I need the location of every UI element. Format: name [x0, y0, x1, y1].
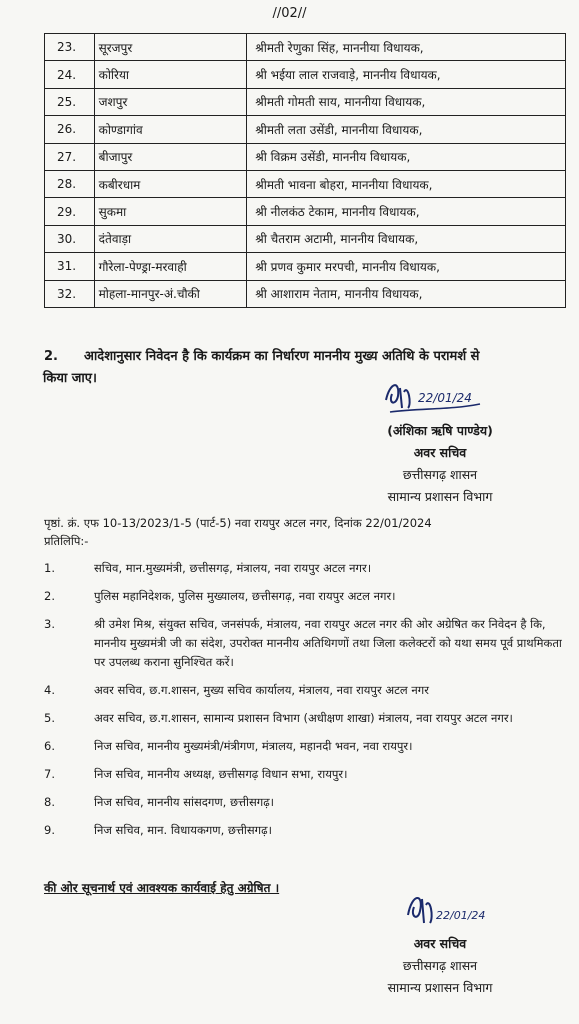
list-item: [44, 615, 564, 672]
item-text: निज सचिव, मान. विधायकगण, छत्तीसगढ़।: [94, 823, 272, 837]
signature-date: 22/01/24: [418, 391, 472, 405]
table-row: [45, 61, 566, 88]
item-text: सचिव, मान.मुख्यमंत्री, छत्तीसगढ़, मंत्रालय, नवा रायपुर अटल नगर।: [94, 561, 372, 575]
item-number: 5.: [44, 711, 55, 725]
row-number: 29.: [45, 198, 95, 225]
item-text: निज सचिव, माननीय मुख्यमंत्री/मंत्रीगण, मंत्रालय, महानदी भवन, नवा रायपुर।: [94, 739, 413, 753]
handwritten-signature-icon: [380, 887, 490, 933]
reference-line: पृष्ठां. क्रं. एफ 10-13/2023/1-5 (पार्ट-5) नवा रायपुर अटल नगर, दिनांक 22/01/2024: [44, 516, 432, 530]
guest-name: श्रीमती रेणुका सिंह, माननीया विधायक,: [247, 34, 566, 61]
item-number: 7.: [44, 767, 55, 781]
table-row: [45, 280, 566, 307]
item-number: 2.: [44, 589, 55, 603]
district-name: सुकमा: [94, 198, 247, 225]
row-number: 32.: [45, 280, 95, 307]
district-name: बीजापुर: [94, 143, 247, 170]
row-number: 28.: [45, 170, 95, 197]
table-row: [45, 116, 566, 143]
page-number: //02//: [272, 6, 307, 21]
item-number: 3.: [44, 617, 55, 631]
copy-label: प्रतिलिपि:-: [44, 534, 89, 548]
district-name: गौरेला-पेण्ड्रा-मरवाही: [94, 253, 247, 280]
guest-name: श्रीमती गोमती साय, माननीया विधायक,: [247, 88, 566, 115]
guest-name: श्री प्रणव कुमार मरपची, माननीय विधायक,: [247, 253, 566, 280]
signature-mark: [340, 372, 540, 420]
handwritten-signature-icon: [380, 374, 490, 420]
guest-name: श्री भईया लाल राजवाड़े, माननीय विधायक,: [247, 61, 566, 88]
item-text: अवर सचिव, छ.ग.शासन, मुख्य सचिव कार्यालय, मंत्रालय, नवा रायपुर अटल नगर: [94, 683, 429, 697]
district-name: दंतेवाड़ा: [94, 225, 247, 252]
list-item: [44, 765, 564, 784]
guest-name: श्री विक्रम उसेंडी, माननीय विधायक,: [247, 143, 566, 170]
row-number: 31.: [45, 253, 95, 280]
signature-block-2: [340, 885, 540, 999]
signatory-department: सामान्य प्रशासन विभाग: [387, 489, 493, 504]
item-number: 8.: [44, 795, 55, 809]
row-number: 23.: [45, 34, 95, 61]
paragraph-line-1: आदेशानुसार निवेदन है कि कार्यक्रम का निर्धारण माननीय मुख्य अतिथि के परामर्श से: [84, 349, 480, 364]
table-row: [45, 225, 566, 252]
item-text: पुलिस महानिदेशक, पुलिस मुख्यालय, छत्तीसगढ़, नवा रायपुर अटल नगर।: [94, 589, 396, 603]
guest-name: श्रीमती भावना बोहरा, माननीया विधायक,: [247, 170, 566, 197]
district-name: कोण्डागांव: [94, 116, 247, 143]
signatory-designation: अवर सचिव: [413, 936, 467, 951]
paragraph-number: 2.: [44, 349, 58, 364]
item-number: 6.: [44, 739, 55, 753]
guest-name: श्रीमती लता उसेंडी, माननीया विधायक,: [247, 116, 566, 143]
list-item: [44, 709, 564, 728]
row-number: 26.: [45, 116, 95, 143]
list-item: [44, 821, 564, 840]
district-name: कबीरधाम: [94, 170, 247, 197]
list-item: [44, 793, 564, 812]
guest-name: श्री चैतराम अटामी, माननीय विधायक,: [247, 225, 566, 252]
signatory-name: (अंशिका ऋषि पाण्डेय): [387, 423, 493, 438]
signatory-government: छत्तीसगढ़ शासन: [402, 467, 478, 482]
guest-name: श्री नीलकंठ टेकाम, माननीय विधायक,: [247, 198, 566, 225]
item-number: 4.: [44, 683, 55, 697]
item-text: निज सचिव, माननीय अध्यक्ष, छत्तीसगढ़ विधान सभा, रायपुर।: [94, 767, 348, 781]
table-row: [45, 198, 566, 225]
row-number: 25.: [45, 88, 95, 115]
district-name: जशपुर: [94, 88, 247, 115]
signatory-government: छत्तीसगढ़ शासन: [402, 958, 478, 973]
paragraph-line-2: किया जाए।: [43, 371, 97, 386]
row-number: 24.: [45, 61, 95, 88]
district-name: सूरजपुर: [94, 34, 247, 61]
signatory-department: सामान्य प्रशासन विभाग: [387, 980, 493, 995]
item-text: निज सचिव, माननीय सांसदगण, छत्तीसगढ़।: [94, 795, 275, 809]
signature-date: 22/01/24: [436, 909, 486, 922]
district-name: मोहला-मानपुर-अं.चौकी: [94, 280, 247, 307]
table-row: [45, 170, 566, 197]
item-number: 1.: [44, 561, 55, 575]
list-item: [44, 681, 564, 700]
table-row: [45, 253, 566, 280]
list-item: [44, 737, 564, 756]
item-number: 9.: [44, 823, 55, 837]
list-item: [44, 587, 564, 606]
forwarding-note: की ओर सूचनार्थ एवं आवश्यक कार्यवाई हेतु अग्रेषित ।: [44, 881, 280, 895]
row-number: 27.: [45, 143, 95, 170]
guest-name: श्री आशाराम नेताम, माननीय विधायक,: [247, 280, 566, 307]
table-row: [45, 88, 566, 115]
signatory-designation: अवर सचिव: [413, 445, 467, 460]
row-number: 30.: [45, 225, 95, 252]
table-row: [45, 34, 566, 61]
signature-mark: [340, 885, 540, 933]
list-item: [44, 559, 564, 578]
table-row: [45, 143, 566, 170]
signature-block-1: [340, 372, 540, 508]
district-table: [44, 33, 566, 308]
copy-list: [44, 559, 564, 840]
item-text: श्री उमेश मिश्र, संयुक्त सचिव, जनसंपर्क, मंत्रालय, नवा रायपुर अटल नगर की ओर अग्रेषित कर निवेदन है कि, माननीय मुख्यमंत्री जी का संदेश, उपरोक्त माननीय अतिथिगणों तथा जिला कलेक्टरों को यथा समय पूर्व प्राथमिकता पर उपलब्ध कराना सुनिश्चित करें।: [94, 617, 562, 669]
item-text: अवर सचिव, छ.ग.शासन, सामान्य प्रशासन विभाग (अधीक्षण शाखा) मंत्रालय, नवा रायपुर अटल नगर।: [94, 711, 513, 725]
district-name: कोरिया: [94, 61, 247, 88]
